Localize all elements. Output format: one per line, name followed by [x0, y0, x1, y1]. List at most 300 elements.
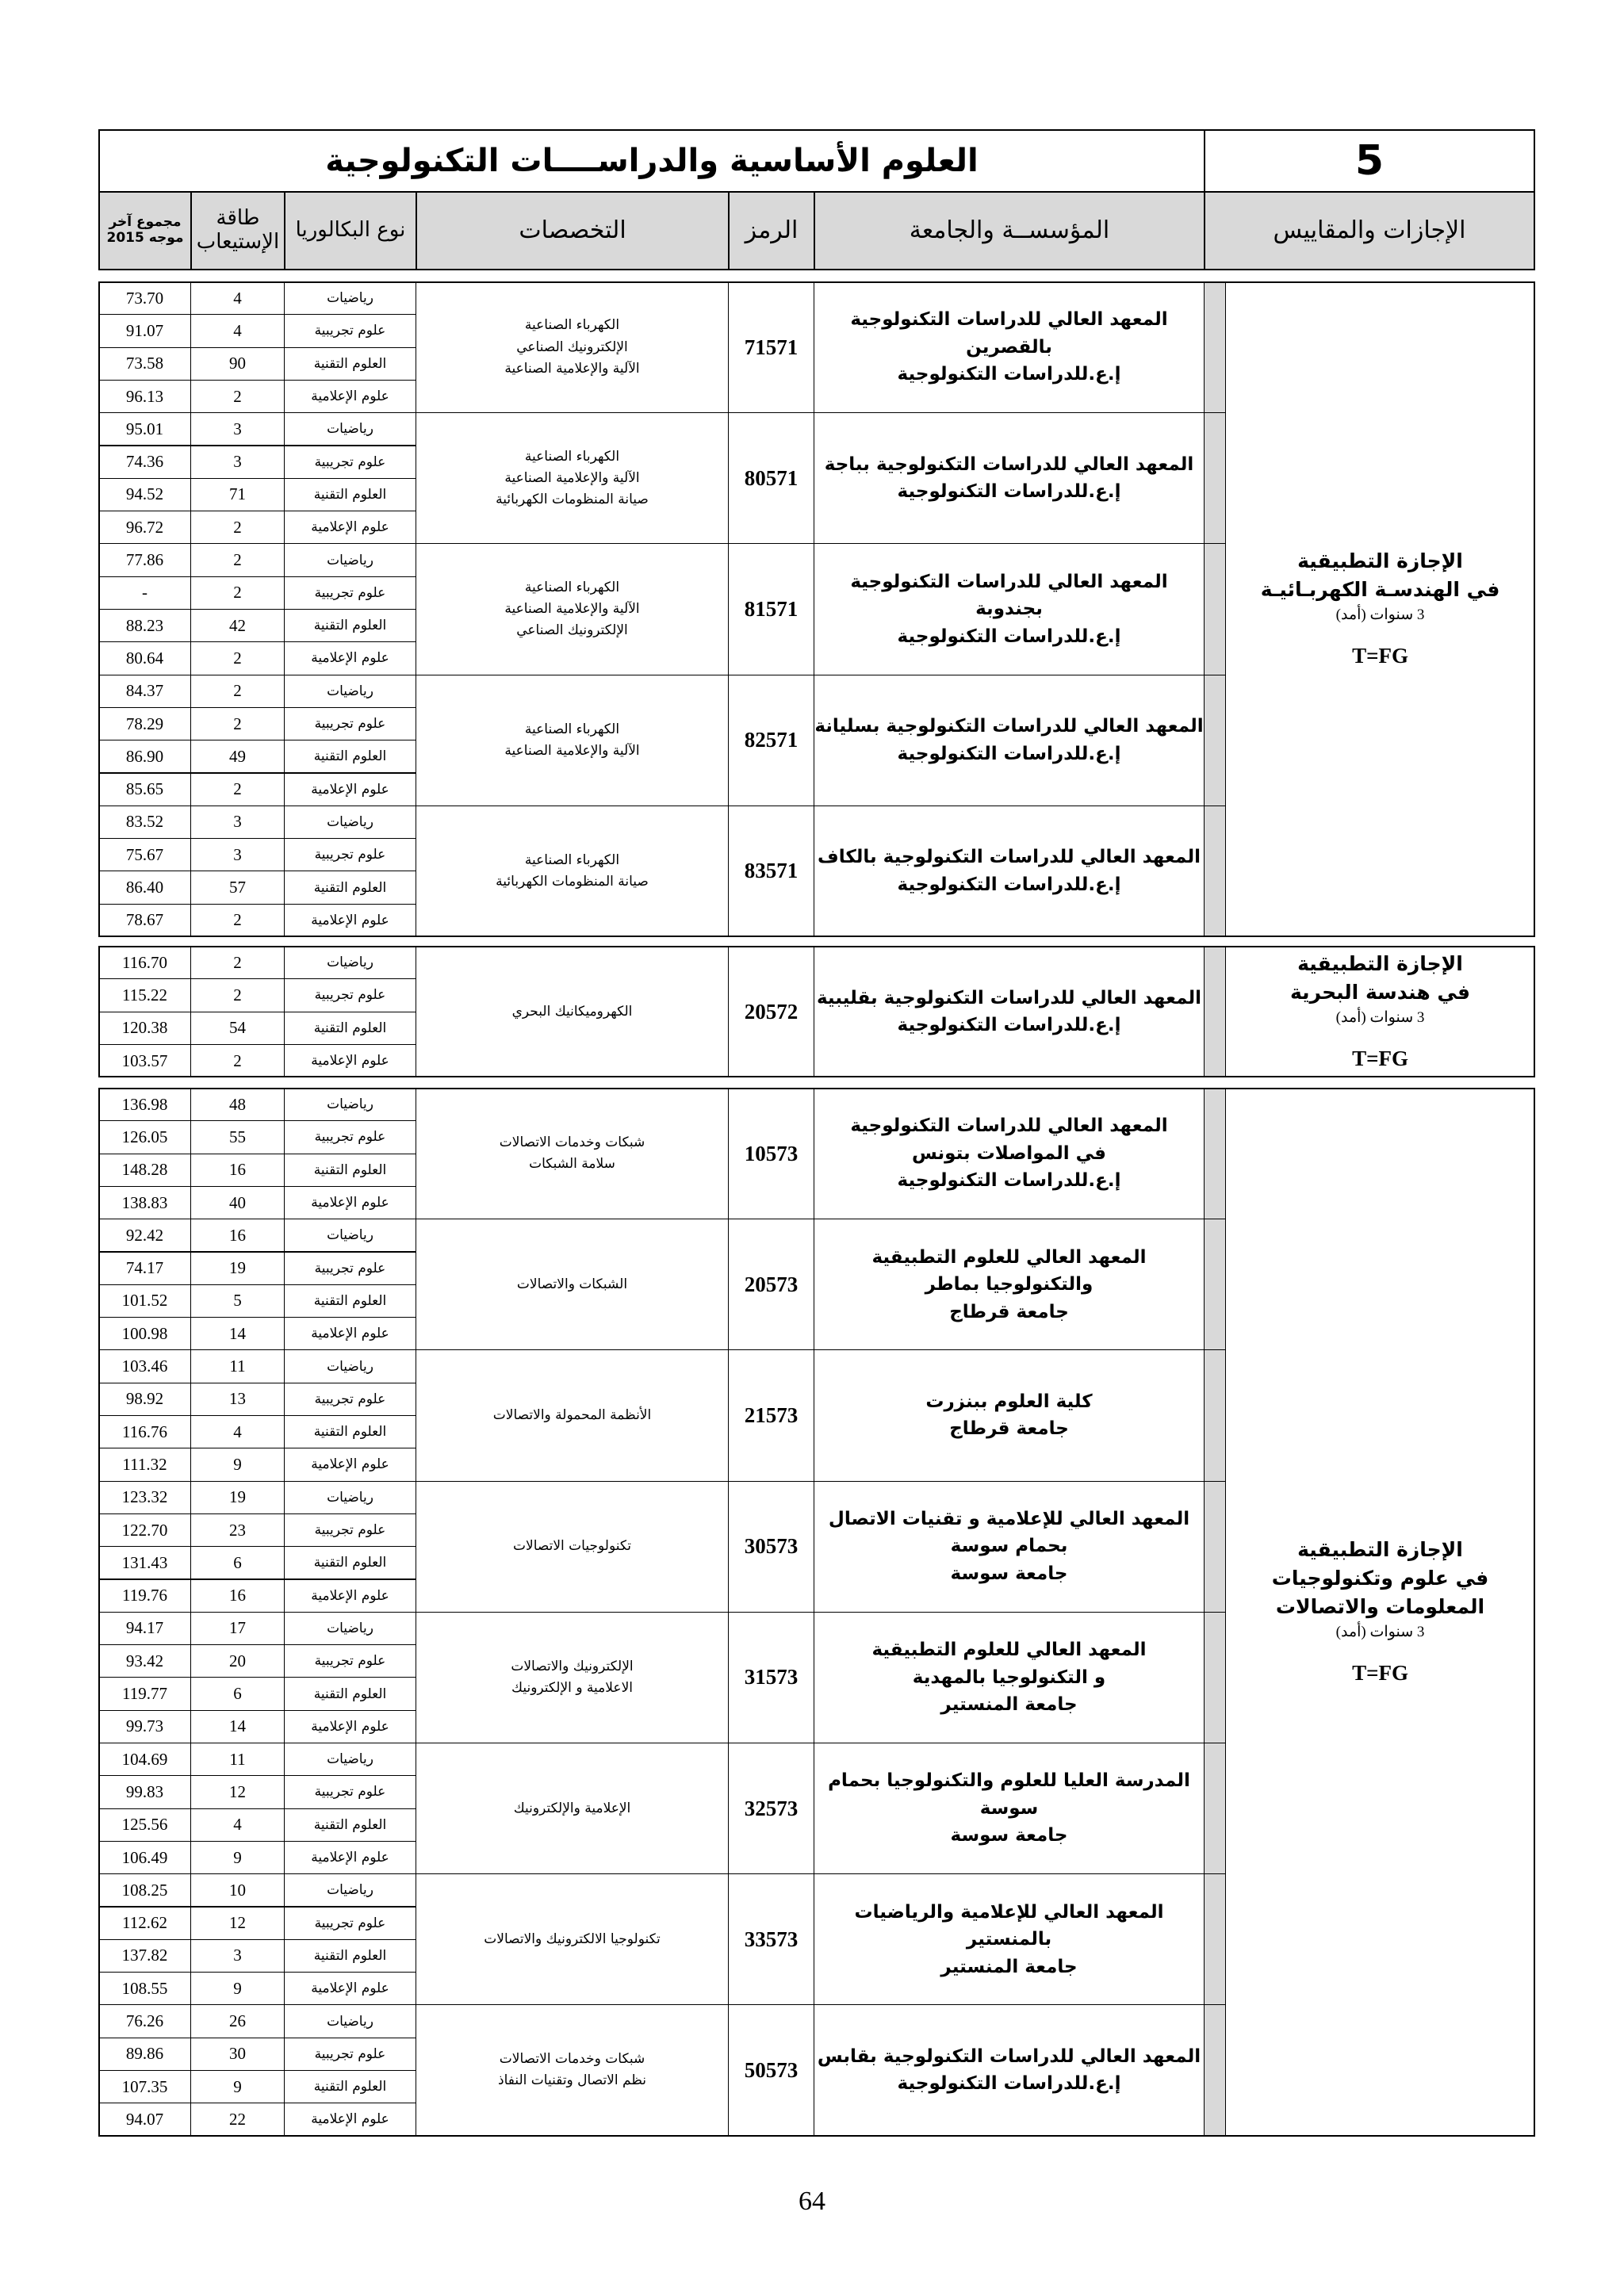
institution-line: إ.ع.للدراسات التكنولوجية — [897, 626, 1121, 647]
capacity-cell: 49 — [190, 740, 285, 773]
institution-cell — [814, 1743, 1205, 1874]
bac-type-cell: رياضيات — [284, 1088, 416, 1121]
capacity-cell: 2 — [190, 380, 285, 413]
program-code-cell: 33573 — [728, 1873, 814, 2005]
institution-line: إ.ع.للدراسات التكنولوجية — [897, 364, 1121, 385]
last-score-cell: 108.25 — [98, 1873, 191, 1907]
degree-title-line: في علوم وتكنولوجيات — [1271, 1566, 1489, 1590]
degree-cell — [1225, 281, 1535, 937]
last-score-cell: 94.07 — [98, 2103, 191, 2136]
specialties-cell — [416, 1612, 729, 1743]
institution-cell — [814, 946, 1205, 1077]
institution-line: و التكنولوجيا بالمهدية — [912, 1667, 1106, 1688]
specialty-item: الآلية والإعلامية الصناعية — [504, 360, 640, 377]
institution-cell — [814, 543, 1205, 675]
last-score-cell: 89.86 — [98, 2038, 191, 2071]
separator-strip — [1204, 675, 1226, 806]
bac-type-cell: علوم الإعلامية — [284, 904, 416, 937]
bac-type-cell: رياضيات — [284, 412, 416, 446]
institution-line: المعهد العالي للدراسات التكنولوجية بالقصرين — [850, 309, 1168, 358]
bac-type-cell: رياضيات — [284, 946, 416, 979]
capacity-cell: 2 — [190, 576, 285, 610]
specialties-cell — [416, 1743, 729, 1874]
institution-line: جامعة سوسة — [950, 1825, 1068, 1846]
institution-line: بحمام سوسة — [950, 1536, 1068, 1557]
degree-title-line: في هندسة البحرية — [1289, 980, 1471, 1004]
bac-type-cell: علوم تجريبية — [284, 2038, 416, 2071]
capacity-cell: 4 — [190, 1415, 285, 1448]
last-score-cell: 74.36 — [98, 446, 191, 479]
capacity-cell: 3 — [190, 446, 285, 479]
institution-line: المعهد العالي للدراسات التكنولوجية بجندوبة — [850, 571, 1168, 620]
institution-cell — [814, 806, 1205, 937]
capacity-cell: 4 — [190, 1808, 285, 1842]
capacity-cell: 90 — [190, 347, 285, 381]
bac-type-cell: العلوم التقنية — [284, 740, 416, 773]
institution-cell — [814, 1481, 1205, 1613]
institution-line: إ.ع.للدراسات التكنولوجية — [897, 1170, 1121, 1192]
separator-strip — [1204, 806, 1226, 937]
program-code-cell: 31573 — [728, 1612, 814, 1743]
capacity-cell: 2 — [190, 1044, 285, 1077]
specialties-cell — [416, 412, 729, 544]
institution-line: المعهد العالي للدراسات التكنولوجية بقابس — [817, 2045, 1201, 2067]
bac-type-cell: رياضيات — [284, 281, 416, 315]
capacity-cell: 5 — [190, 1284, 285, 1318]
program-code-cell: 71571 — [728, 281, 814, 413]
bac-type-cell: العلوم التقنية — [284, 478, 416, 511]
separator-strip — [1204, 1481, 1226, 1613]
last-score-cell: 99.73 — [98, 1710, 191, 1743]
specialty-item: الكهرباء الصناعية — [524, 579, 620, 595]
separator-strip — [1204, 1743, 1226, 1874]
bac-type-cell: علوم تجريبية — [284, 1252, 416, 1285]
capacity-cell: 4 — [190, 281, 285, 315]
bac-type-cell: علوم الإعلامية — [284, 641, 416, 675]
degree-duration: 3 سنوات (أمد) — [1335, 1009, 1425, 1026]
capacity-cell: 6 — [190, 1546, 285, 1579]
bac-type-cell: علوم تجريبية — [284, 1775, 416, 1808]
bac-type-cell: العلوم التقنية — [284, 1012, 416, 1045]
capacity-cell: 71 — [190, 478, 285, 511]
degree-title-line: في الهندسـة الكهربـائيـة — [1260, 578, 1500, 602]
capacity-cell: 16 — [190, 1154, 285, 1187]
capacity-cell: 14 — [190, 1317, 285, 1350]
specialties-cell — [416, 1349, 729, 1481]
bac-type-cell: رياضيات — [284, 2004, 416, 2038]
capacity-cell: 57 — [190, 871, 285, 904]
bac-type-cell: علوم تجريبية — [284, 1383, 416, 1416]
program-code-cell: 20573 — [728, 1219, 814, 1350]
last-score-cell: 120.38 — [98, 1012, 191, 1045]
section-number — [1204, 129, 1535, 193]
last-score-cell: 103.57 — [98, 1044, 191, 1077]
bac-type-cell: العلوم التقنية — [284, 609, 416, 642]
institution-line: إ.ع.للدراسات التكنولوجية — [897, 874, 1121, 895]
capacity-cell: 12 — [190, 1775, 285, 1808]
last-score-cell: 73.70 — [98, 281, 191, 315]
capacity-cell: 19 — [190, 1481, 285, 1514]
capacity-cell: 42 — [190, 609, 285, 642]
last-score-cell: 116.76 — [98, 1415, 191, 1448]
bac-type-cell: علوم تجريبية — [284, 1644, 416, 1678]
bac-type-cell: علوم تجريبية — [284, 1513, 416, 1547]
specialty-item: الإعلامية والإلكترونيك — [513, 1800, 631, 1816]
bac-type-cell: علوم تجريبية — [284, 978, 416, 1012]
specialty-item: صيانة المنظومات الكهربائية — [496, 491, 649, 507]
institution-line: والتكنولوجيا بماطر — [925, 1274, 1094, 1295]
degree-cell — [1225, 946, 1535, 1077]
specialty-item: الآلية والإعلامية الصناعية — [504, 600, 640, 617]
institution-line: المعهد العالي للإعلامية والرياضيات بالمنستير — [854, 1901, 1164, 1950]
last-score-cell: 78.67 — [98, 904, 191, 937]
capacity-cell: 16 — [190, 1579, 285, 1613]
institution-line: المعهد العالي للعلوم التطبيقية — [871, 1246, 1147, 1268]
bac-type-cell: علوم تجريبية — [284, 576, 416, 610]
capacity-cell: 2 — [190, 773, 285, 806]
institution-line: المعهد العالي للدراسات التكنولوجية بباجة — [824, 453, 1194, 475]
last-score-cell: 108.55 — [98, 1972, 191, 2005]
last-score-cell: 96.13 — [98, 380, 191, 413]
capacity-cell: 2 — [190, 707, 285, 740]
last-score-cell: 95.01 — [98, 412, 191, 446]
bac-type-cell: علوم تجريبية — [284, 1907, 416, 1940]
institution-cell — [814, 1349, 1205, 1481]
last-score-cell: 86.40 — [98, 871, 191, 904]
last-score-cell: 94.52 — [98, 478, 191, 511]
capacity-cell: 23 — [190, 1513, 285, 1547]
bac-type-cell: رياضيات — [284, 1873, 416, 1907]
capacity-cell: 17 — [190, 1612, 285, 1645]
specialties-cell — [416, 543, 729, 675]
last-score-cell: 74.17 — [98, 1252, 191, 1285]
institution-line: إ.ع.للدراسات التكنولوجية — [897, 743, 1121, 764]
capacity-cell: 9 — [190, 1972, 285, 2005]
institution-line: جامعة المنستير — [940, 1956, 1078, 1977]
bac-type-cell: العلوم التقنية — [284, 1284, 416, 1318]
capacity-cell: 48 — [190, 1088, 285, 1121]
capacity-cell: 4 — [190, 314, 285, 347]
specialty-item: الأنظمة المحمولة والاتصالات — [492, 1406, 652, 1423]
capacity-cell: 2 — [190, 511, 285, 544]
capacity-cell: 3 — [190, 806, 285, 839]
specialty-item: الشبكات والاتصالات — [516, 1276, 628, 1292]
specialty-item: الكهرباء الصناعية — [524, 851, 620, 868]
bac-type-cell: رياضيات — [284, 543, 416, 576]
last-score-cell: 107.35 — [98, 2070, 191, 2103]
col-header-institution: المؤسســة والجامعة — [814, 191, 1205, 270]
capacity-cell: 30 — [190, 2038, 285, 2071]
last-score-cell: 73.58 — [98, 347, 191, 381]
last-score-cell: 138.83 — [98, 1186, 191, 1219]
capacity-cell: 3 — [190, 1939, 285, 1973]
last-score-cell: 84.37 — [98, 675, 191, 708]
last-score-cell: - — [98, 576, 191, 610]
last-score-cell: 93.42 — [98, 1644, 191, 1678]
capacity-cell: 11 — [190, 1743, 285, 1776]
institution-line: المعهد العالي للعلوم التطبيقية — [871, 1640, 1147, 1661]
institution-line: إ.ع.للدراسات التكنولوجية — [897, 1015, 1121, 1036]
page-number: 64 — [799, 2187, 825, 2216]
specialty-item: الإلكترونيك الصناعي — [516, 339, 628, 355]
col-header-last-score: مجموع آخر موجه 2015 — [98, 191, 192, 270]
specialties-cell — [416, 281, 729, 413]
bac-type-cell: رياضيات — [284, 1219, 416, 1252]
capacity-cell: 3 — [190, 838, 285, 871]
bac-type-cell: علوم الإعلامية — [284, 1186, 416, 1219]
institution-line: المعهد العالي للدراسات التكنولوجية — [850, 1115, 1168, 1137]
capacity-cell: 10 — [190, 1873, 285, 1907]
last-score-cell: 92.42 — [98, 1219, 191, 1252]
bac-type-cell: رياضيات — [284, 1612, 416, 1645]
program-code-cell: 80571 — [728, 412, 814, 544]
specialty-item: الاعلامية و الإلكترونيك — [511, 1679, 633, 1696]
separator-strip — [1204, 281, 1226, 413]
last-score-cell: 148.28 — [98, 1154, 191, 1187]
last-score-cell: 99.83 — [98, 1775, 191, 1808]
bac-type-cell: علوم الإعلامية — [284, 773, 416, 806]
separator-strip — [1204, 2004, 1226, 2136]
section-title-text: العلوم الأساسية والدراســــات التكنولوجية — [325, 143, 979, 179]
program-code-cell: 83571 — [728, 806, 814, 937]
bac-type-cell: رياضيات — [284, 1481, 416, 1514]
institution-line: كلية العلوم ببنزرت — [925, 1391, 1093, 1412]
institution-line: جامعة قرطاج — [949, 1301, 1069, 1322]
section-title — [98, 129, 1205, 193]
separator-strip — [1204, 412, 1226, 544]
degree-title-line: الإجازة التطبيقية — [1297, 1537, 1463, 1561]
capacity-cell: 19 — [190, 1252, 285, 1285]
capacity-cell: 11 — [190, 1349, 285, 1383]
last-score-cell: 94.17 — [98, 1612, 191, 1645]
last-score-cell: 86.90 — [98, 740, 191, 773]
capacity-cell: 2 — [190, 946, 285, 979]
institution-line: إ.ع.للدراسات التكنولوجية — [897, 2073, 1121, 2095]
bac-type-cell: علوم تجريبية — [284, 1120, 416, 1154]
specialties-cell — [416, 2004, 729, 2136]
program-code-cell: 21573 — [728, 1349, 814, 1481]
specialty-item: الإلكترونيك والاتصالات — [511, 1658, 634, 1674]
institution-cell — [814, 1873, 1205, 2005]
separator-strip — [1204, 1873, 1226, 2005]
last-score-cell: 137.82 — [98, 1939, 191, 1973]
capacity-cell: 13 — [190, 1383, 285, 1416]
capacity-cell: 40 — [190, 1186, 285, 1219]
col-header-code: الرمز — [728, 191, 815, 270]
bac-type-cell: علوم الإعلامية — [284, 1317, 416, 1350]
institution-line: جامعة المنستير — [940, 1694, 1078, 1716]
program-code-cell: 81571 — [728, 543, 814, 675]
last-score-cell: 119.77 — [98, 1677, 191, 1710]
institution-line: إ.ع.للدراسات التكنولوجية — [897, 481, 1121, 503]
degree-formula: T=FG — [1352, 1660, 1408, 1685]
institution-cell — [814, 675, 1205, 806]
capacity-cell: 2 — [190, 641, 285, 675]
last-score-cell: 83.52 — [98, 806, 191, 839]
institution-line: المعهد العالي للإعلامية و تقنيات الاتصال — [828, 1508, 1190, 1529]
specialty-item: الإلكترونيك الصناعي — [516, 622, 628, 639]
last-score-cell: 96.72 — [98, 511, 191, 544]
bac-type-cell: علوم تجريبية — [284, 314, 416, 347]
bac-type-cell: علوم الإعلامية — [284, 1448, 416, 1481]
bac-type-cell: العلوم التقنية — [284, 871, 416, 904]
program-code-cell: 20572 — [728, 946, 814, 1077]
degree-title-line: الإجازة التطبيقية — [1297, 951, 1463, 975]
institution-cell — [814, 1612, 1205, 1743]
last-score-cell: 77.86 — [98, 543, 191, 576]
separator-strip — [1204, 1088, 1226, 1219]
degree-title-line: الإجازة التطبيقية — [1297, 549, 1463, 572]
col-header-bac-type: نوع البكالوريا — [284, 191, 417, 270]
bac-type-cell: علوم تجريبية — [284, 446, 416, 479]
last-score-cell: 106.49 — [98, 1841, 191, 1874]
last-score-cell: 103.46 — [98, 1349, 191, 1383]
last-score-cell: 111.32 — [98, 1448, 191, 1481]
bac-type-cell: علوم الإعلامية — [284, 1579, 416, 1613]
institution-line: المدرسة العليا للعلوم والتكنولوجيا بحمام سوسة — [828, 1770, 1190, 1819]
institution-cell — [814, 2004, 1205, 2136]
bac-type-cell: العلوم التقنية — [284, 1939, 416, 1973]
capacity-cell: 2 — [190, 978, 285, 1012]
bac-type-cell: علوم الإعلامية — [284, 1972, 416, 2005]
specialties-cell — [416, 806, 729, 937]
bac-type-cell: رياضيات — [284, 1743, 416, 1776]
col-header-degree: الإجازات والمقاييس — [1204, 191, 1535, 270]
bac-type-cell: علوم الإعلامية — [284, 2103, 416, 2136]
degree-formula: T=FG — [1352, 1046, 1408, 1070]
institution-line: جامعة قرطاج — [949, 1418, 1069, 1440]
bac-type-cell: علوم الإعلامية — [284, 511, 416, 544]
bac-type-cell: العلوم التقنية — [284, 1808, 416, 1842]
section-number-text: 5 — [1354, 137, 1385, 185]
bac-type-cell: علوم تجريبية — [284, 707, 416, 740]
program-code-cell: 30573 — [728, 1481, 814, 1613]
last-score-cell: 101.52 — [98, 1284, 191, 1318]
bac-type-cell: العلوم التقنية — [284, 347, 416, 381]
last-score-cell: 136.98 — [98, 1088, 191, 1121]
bac-type-cell: العلوم التقنية — [284, 1677, 416, 1710]
institution-line: جامعة سوسة — [950, 1563, 1068, 1584]
last-score-cell: 125.56 — [98, 1808, 191, 1842]
specialties-cell — [416, 1873, 729, 2005]
institution-line: في المواصلات بتونس — [912, 1142, 1106, 1164]
last-score-cell: 91.07 — [98, 314, 191, 347]
specialty-item: الكهروميكانيك البحري — [511, 1003, 633, 1020]
specialty-item: تكنولوجيا الالكترونيك والاتصالات — [484, 1931, 661, 1947]
separator-strip — [1204, 1219, 1226, 1350]
col-header-specialties: التخصصات — [416, 191, 730, 270]
separator-strip — [1204, 1349, 1226, 1481]
specialties-cell — [416, 1088, 729, 1219]
specialty-item: تكنولوجيات الاتصالات — [513, 1538, 631, 1555]
last-score-cell: 122.70 — [98, 1513, 191, 1547]
bac-type-cell: العلوم التقنية — [284, 2070, 416, 2103]
last-score-cell: 123.32 — [98, 1481, 191, 1514]
institution-line: المعهد العالي للدراسات التكنولوجية بقليبية — [816, 987, 1202, 1008]
col-header-capacity: طاقة الإستيعاب — [190, 191, 285, 270]
capacity-cell: 9 — [190, 2070, 285, 2103]
separator-strip — [1204, 946, 1226, 1077]
capacity-cell: 55 — [190, 1120, 285, 1154]
last-score-cell: 80.64 — [98, 641, 191, 675]
specialties-cell — [416, 946, 729, 1077]
bac-type-cell: علوم الإعلامية — [284, 1841, 416, 1874]
institution-cell — [814, 1219, 1205, 1350]
capacity-cell: 16 — [190, 1219, 285, 1252]
bac-type-cell: رياضيات — [284, 806, 416, 839]
specialty-item: الكهرباء الصناعية — [524, 721, 620, 737]
capacity-cell: 26 — [190, 2004, 285, 2038]
specialties-cell — [416, 1481, 729, 1613]
specialty-item: شبكات وخدمات الاتصالات — [499, 1134, 645, 1150]
last-score-cell: 88.23 — [98, 609, 191, 642]
institution-cell — [814, 1088, 1205, 1219]
specialty-item: سلامة الشبكات — [529, 1156, 615, 1173]
institution-line: المعهد العالي للدراسات التكنولوجية بسليانة — [814, 716, 1204, 737]
program-code-cell: 10573 — [728, 1088, 814, 1219]
capacity-cell: 9 — [190, 1448, 285, 1481]
separator-strip — [1204, 1612, 1226, 1743]
last-score-cell: 126.05 — [98, 1120, 191, 1154]
degree-formula: T=FG — [1352, 643, 1408, 668]
last-score-cell: 100.98 — [98, 1317, 191, 1350]
capacity-cell: 9 — [190, 1841, 285, 1874]
last-score-cell: 76.26 — [98, 2004, 191, 2038]
specialties-cell — [416, 675, 729, 806]
specialty-item: الآلية والإعلامية الصناعية — [504, 469, 640, 486]
institution-line: المعهد العالي للدراسات التكنولوجية بالكاف — [818, 847, 1201, 868]
program-code-cell: 82571 — [728, 675, 814, 806]
capacity-cell: 12 — [190, 1907, 285, 1940]
program-code-cell: 50573 — [728, 2004, 814, 2136]
bac-type-cell: العلوم التقنية — [284, 1154, 416, 1187]
last-score-cell: 119.76 — [98, 1579, 191, 1613]
last-score-cell: 112.62 — [98, 1907, 191, 1940]
specialty-item: صيانة المنظومات الكهربائية — [496, 873, 649, 890]
degree-title-line: المعلومات والاتصالات — [1275, 1595, 1485, 1619]
specialty-item: الآلية والإعلامية الصناعية — [504, 742, 640, 759]
specialty-item: شبكات وخدمات الاتصالات — [499, 2051, 645, 2068]
separator-strip — [1204, 543, 1226, 675]
bac-type-cell: علوم الإعلامية — [284, 1044, 416, 1077]
last-score-cell: 75.67 — [98, 838, 191, 871]
institution-cell — [814, 412, 1205, 544]
specialty-item: الكهرباء الصناعية — [524, 448, 620, 465]
bac-type-cell: علوم الإعلامية — [284, 380, 416, 413]
last-score-cell: 131.43 — [98, 1546, 191, 1579]
institution-cell — [814, 281, 1205, 413]
specialty-item: نظم الاتصال وتقنيات النفاذ — [498, 2072, 646, 2089]
last-score-cell: 116.70 — [98, 946, 191, 979]
capacity-cell: 3 — [190, 412, 285, 446]
bac-type-cell: رياضيات — [284, 675, 416, 708]
specialty-item: الكهرباء الصناعية — [524, 317, 620, 334]
bac-type-cell: رياضيات — [284, 1349, 416, 1383]
capacity-cell: 6 — [190, 1677, 285, 1710]
last-score-cell: 104.69 — [98, 1743, 191, 1776]
last-score-cell: 85.65 — [98, 773, 191, 806]
degree-duration: 3 سنوات (أمد) — [1335, 1624, 1425, 1641]
last-score-cell: 115.22 — [98, 978, 191, 1012]
bac-type-cell: علوم تجريبية — [284, 838, 416, 871]
capacity-cell: 22 — [190, 2103, 285, 2136]
last-score-cell: 98.92 — [98, 1383, 191, 1416]
capacity-cell: 2 — [190, 675, 285, 708]
capacity-cell: 2 — [190, 543, 285, 576]
degree-duration: 3 سنوات (أمد) — [1335, 607, 1425, 624]
bac-type-cell: العلوم التقنية — [284, 1546, 416, 1579]
capacity-cell: 14 — [190, 1710, 285, 1743]
